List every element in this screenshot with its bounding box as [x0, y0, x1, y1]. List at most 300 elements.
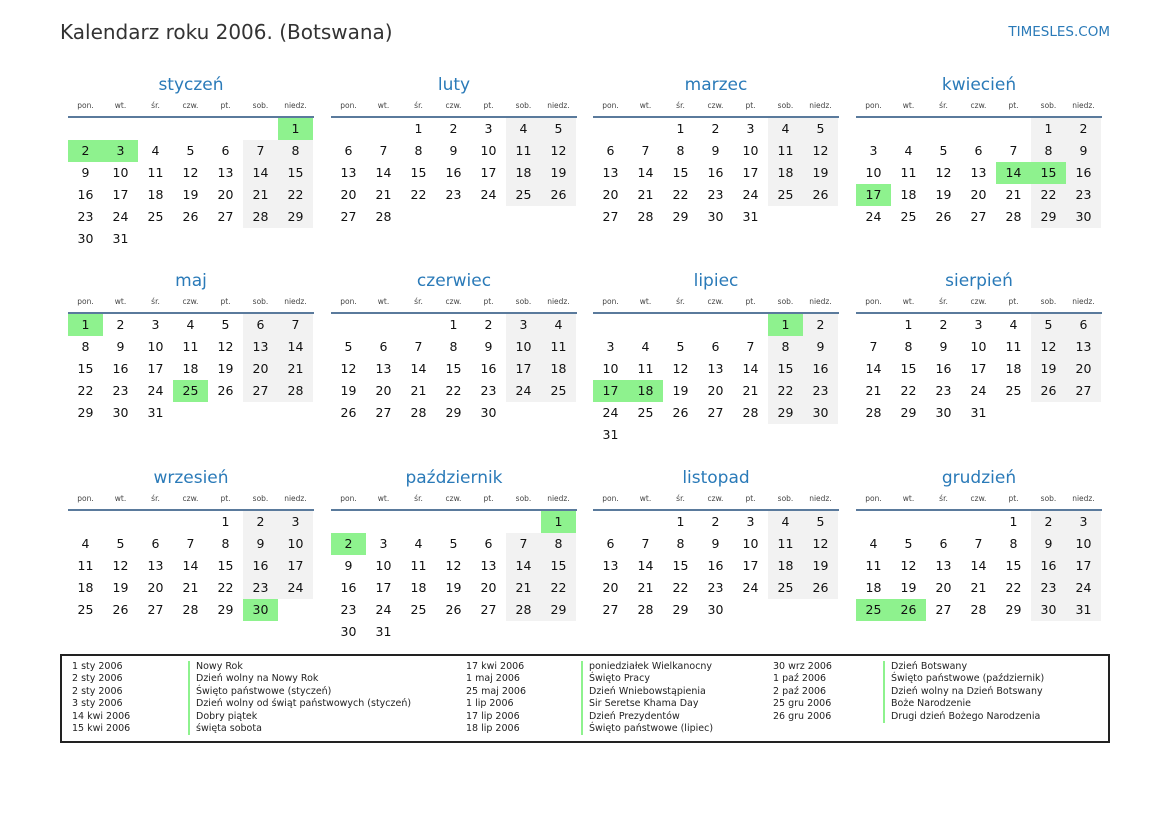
day-cell: 3 [869, 143, 878, 158]
holiday-name: Boże Narodzenie [883, 698, 971, 710]
day-cell: 28 [742, 405, 759, 420]
day-cell-weekend: 12 [803, 140, 838, 162]
day-empty [471, 621, 506, 643]
week-row [593, 162, 839, 184]
day-empty [961, 511, 996, 533]
day-cell: 15 [672, 558, 689, 573]
weekday-label: czw. [445, 494, 462, 503]
week-row [68, 184, 314, 206]
weekday-header [856, 99, 1102, 118]
day-cell: 10 [480, 143, 497, 158]
day-cell-weekend: 24 [506, 380, 541, 402]
day-cell: 21 [182, 580, 199, 595]
day-cell: 22 [217, 580, 234, 595]
day-cell: 30 [77, 231, 94, 246]
day-cell: 18 [77, 580, 94, 595]
day-empty [243, 228, 278, 250]
weekday-label: sob. [777, 101, 794, 110]
day-cell: 28 [410, 405, 427, 420]
day-cell: 8 [904, 339, 913, 354]
day-cell: 18 [865, 580, 882, 595]
day-cell: 4 [151, 143, 160, 158]
day-cell-weekend: 8 [278, 140, 313, 162]
day-empty [628, 424, 663, 446]
day-empty [996, 118, 1031, 140]
day-cell: 12 [217, 339, 234, 354]
day-cell-weekend: 9 [243, 533, 278, 555]
day-cell-weekend: 7 [278, 314, 313, 336]
weekday-label: śr. [939, 494, 948, 503]
day-empty [436, 206, 471, 228]
holiday-name: święta sobota [188, 723, 262, 735]
day-cell: 26 [217, 383, 234, 398]
day-cell: 27 [217, 209, 234, 224]
weekday-label: pt. [745, 494, 756, 503]
week-row [593, 140, 839, 162]
day-cell: 21 [865, 383, 882, 398]
day-cell: 14 [742, 361, 759, 376]
day-cell: 6 [606, 143, 615, 158]
weekday-label: pt. [1008, 297, 1019, 306]
day-cell-weekend: 4 [541, 314, 576, 336]
day-cell-weekend: 13 [243, 336, 278, 358]
day-cell: 27 [340, 209, 357, 224]
week-row [856, 511, 1102, 533]
day-cell-weekend: 19 [803, 555, 838, 577]
day-cell: 15 [217, 558, 234, 573]
day-cell-weekend: 19 [1031, 358, 1066, 380]
day-cell: 30 [707, 602, 724, 617]
day-cell: 21 [375, 187, 392, 202]
day-cell-weekend: 27 [1066, 380, 1101, 402]
day-cell-weekend: 21 [278, 358, 313, 380]
day-cell: 12 [340, 361, 357, 376]
week-row [856, 206, 1102, 228]
weekday-label: wt. [377, 101, 390, 110]
site-link[interactable]: TIMESLES.COM [1008, 24, 1110, 40]
day-cell: 27 [707, 405, 724, 420]
day-empty [803, 206, 838, 228]
week-row [331, 314, 577, 336]
day-cell: 26 [182, 209, 199, 224]
weekday-header [68, 99, 314, 118]
holiday-date: 14 kwi 2006 [72, 710, 131, 722]
day-cell-weekend: 18 [768, 162, 803, 184]
day-cell: 30 [480, 405, 497, 420]
day-cell-weekend: 23 [1031, 577, 1066, 599]
weekday-label: pon. [602, 297, 619, 306]
day-cell-weekend: 4 [768, 118, 803, 140]
week-row [331, 533, 577, 555]
holiday-name: Nowy Rok [188, 661, 243, 673]
day-cell: 31 [970, 405, 987, 420]
day-cell-weekend: 23 [243, 577, 278, 599]
day-cell: 1 [676, 121, 685, 136]
week-row [593, 314, 839, 336]
month-title: wrzesień [153, 468, 229, 488]
day-cell: 2 [939, 317, 948, 332]
day-empty [593, 314, 628, 336]
holiday-date: 1 sty 2006 [72, 661, 123, 672]
day-cell: 17 [375, 580, 392, 595]
day-cell: 27 [602, 209, 619, 224]
weekday-header [331, 295, 577, 314]
weekday-header [331, 492, 577, 511]
day-cell: 29 [900, 405, 917, 420]
day-cell-holiday: 18 [628, 380, 663, 402]
day-cell-weekend: 20 [1066, 358, 1101, 380]
day-cell-weekend: 16 [1031, 555, 1066, 577]
day-cell: 23 [707, 580, 724, 595]
day-cell: 21 [742, 383, 759, 398]
day-cell: 12 [900, 558, 917, 573]
week-row [68, 118, 314, 140]
week-row [68, 555, 314, 577]
holiday-name: Dzień Botswany [883, 661, 967, 673]
day-cell: 6 [939, 536, 948, 551]
day-cell-weekend: 7 [506, 533, 541, 555]
day-empty [173, 402, 208, 424]
holiday-date: 1 maj 2006 [466, 673, 520, 685]
month-1 [68, 74, 314, 250]
day-cell-weekend: 27 [243, 380, 278, 402]
day-cell: 1 [414, 121, 423, 136]
month-title: sierpień [945, 271, 1013, 291]
weekday-label: śr. [676, 494, 685, 503]
day-cell: 3 [974, 317, 983, 332]
day-cell-weekend: 22 [278, 184, 313, 206]
week-row [68, 314, 314, 336]
day-cell: 3 [746, 514, 755, 529]
day-cell: 28 [637, 209, 654, 224]
day-cell: 22 [410, 187, 427, 202]
day-cell-weekend: 29 [768, 402, 803, 424]
holiday-date: 25 maj 2006 [466, 685, 527, 697]
day-cell: 23 [480, 383, 497, 398]
day-cell: 31 [602, 427, 619, 442]
week-row [856, 555, 1102, 577]
day-cell: 24 [970, 383, 987, 398]
weekday-label: sob. [252, 101, 269, 110]
weekday-label: śr. [151, 101, 160, 110]
day-cell: 2 [711, 121, 720, 136]
day-cell: 19 [112, 580, 129, 595]
day-cell: 10 [375, 558, 392, 573]
day-cell-weekend: 2 [803, 314, 838, 336]
day-empty [663, 424, 698, 446]
day-cell-weekend: 14 [506, 555, 541, 577]
day-cell: 6 [151, 536, 160, 551]
day-cell: 17 [480, 165, 497, 180]
day-cell: 30 [935, 405, 952, 420]
day-cell: 16 [480, 361, 497, 376]
month-title: luty [437, 75, 471, 95]
day-cell: 5 [449, 536, 458, 551]
day-cell: 13 [970, 165, 987, 180]
day-empty [733, 314, 768, 336]
holiday-name: Dzień wolny od świąt państwowych (styczeń) [188, 698, 411, 710]
day-empty [208, 118, 243, 140]
day-cell-weekend: 1 [1031, 118, 1066, 140]
day-cell: 17 [742, 165, 759, 180]
week-row [593, 555, 839, 577]
day-cell: 12 [112, 558, 129, 573]
day-cell: 14 [637, 558, 654, 573]
day-cell: 15 [1005, 558, 1022, 573]
week-row [593, 577, 839, 599]
month-3 [593, 74, 839, 228]
day-cell-weekend: 6 [243, 314, 278, 336]
day-cell: 21 [637, 187, 654, 202]
week-row [331, 555, 577, 577]
week-row [856, 402, 1102, 424]
weekday-label: niedz. [547, 297, 570, 306]
weekday-label: czw. [445, 297, 462, 306]
day-cell: 10 [970, 339, 987, 354]
week-row [68, 140, 314, 162]
day-cell: 27 [480, 602, 497, 617]
day-cell: 23 [112, 383, 129, 398]
day-cell-holiday: 1 [68, 314, 103, 336]
day-cell: 16 [707, 165, 724, 180]
week-row [331, 380, 577, 402]
day-cell: 22 [77, 383, 94, 398]
week-row [856, 162, 1102, 184]
month-6 [331, 270, 577, 424]
day-cell: 7 [869, 339, 878, 354]
weekday-label: sob. [1040, 494, 1057, 503]
week-row [593, 599, 839, 621]
weekday-header [68, 295, 314, 314]
day-cell: 6 [711, 339, 720, 354]
day-cell-weekend: 26 [1031, 380, 1066, 402]
day-cell: 9 [484, 339, 493, 354]
day-cell: 14 [182, 558, 199, 573]
day-cell: 9 [711, 536, 720, 551]
day-cell: 23 [707, 187, 724, 202]
day-empty [506, 206, 541, 228]
day-cell-holiday: 17 [593, 380, 628, 402]
day-empty [471, 511, 506, 533]
day-cell-weekend: 29 [541, 599, 576, 621]
day-empty [173, 511, 208, 533]
day-cell-weekend: 10 [506, 336, 541, 358]
day-cell: 25 [900, 209, 917, 224]
holiday-name: Dzień Wniebowstąpienia [581, 686, 706, 698]
day-cell: 20 [602, 187, 619, 202]
day-cell: 24 [865, 209, 882, 224]
day-cell: 8 [81, 339, 90, 354]
day-cell: 13 [375, 361, 392, 376]
day-cell: 12 [935, 165, 952, 180]
month-2 [331, 74, 577, 228]
day-cell-weekend: 25 [768, 184, 803, 206]
day-cell: 9 [81, 165, 90, 180]
day-empty [593, 511, 628, 533]
day-cell-weekend: 22 [768, 380, 803, 402]
day-cell: 25 [410, 602, 427, 617]
day-empty [628, 511, 663, 533]
day-cell: 19 [935, 187, 952, 202]
week-row [593, 358, 839, 380]
day-cell: 19 [340, 383, 357, 398]
day-cell: 15 [410, 165, 427, 180]
day-cell-holiday: 26 [891, 599, 926, 621]
day-cell: 15 [445, 361, 462, 376]
day-empty [541, 621, 576, 643]
day-cell: 26 [935, 209, 952, 224]
day-empty [541, 206, 576, 228]
day-cell-weekend: 28 [278, 380, 313, 402]
day-empty [366, 511, 401, 533]
day-cell: 13 [602, 165, 619, 180]
day-cell: 18 [182, 361, 199, 376]
day-cell: 4 [81, 536, 90, 551]
day-cell-weekend: 29 [1031, 206, 1066, 228]
day-cell: 23 [77, 209, 94, 224]
weekday-label: wt. [639, 494, 652, 503]
day-cell: 6 [221, 143, 230, 158]
day-cell: 20 [217, 187, 234, 202]
weekday-label: niedz. [284, 494, 307, 503]
holiday-name: Święto państwowe (lipiec) [581, 723, 713, 735]
day-cell: 24 [742, 580, 759, 595]
week-row [68, 358, 314, 380]
week-row [856, 336, 1102, 358]
day-cell-weekend: 25 [541, 380, 576, 402]
weekday-label: śr. [414, 297, 423, 306]
day-cell: 11 [900, 165, 917, 180]
day-cell: 15 [77, 361, 94, 376]
day-cell-weekend: 12 [803, 533, 838, 555]
day-cell: 18 [147, 187, 164, 202]
holiday-name: Dzień wolny na Nowy Rok [188, 673, 318, 685]
day-cell-weekend: 3 [1066, 511, 1101, 533]
day-cell: 19 [900, 580, 917, 595]
day-cell-holiday: 2 [331, 533, 366, 555]
day-cell-weekend: 22 [1031, 184, 1066, 206]
day-cell: 23 [340, 602, 357, 617]
week-row [593, 336, 839, 358]
day-cell: 14 [865, 361, 882, 376]
day-cell: 10 [865, 165, 882, 180]
weekday-label: pon. [602, 101, 619, 110]
day-cell-weekend: 2 [243, 511, 278, 533]
weekday-label: niedz. [809, 297, 832, 306]
month-title: grudzień [941, 468, 1017, 488]
weekday-label: czw. [445, 101, 462, 110]
day-cell: 6 [379, 339, 388, 354]
day-cell: 25 [1005, 383, 1022, 398]
weekday-label: sob. [777, 297, 794, 306]
day-cell-weekend: 24 [1066, 577, 1101, 599]
weekday-label: niedz. [547, 101, 570, 110]
day-cell-weekend: 17 [1066, 555, 1101, 577]
day-cell: 7 [186, 536, 195, 551]
day-cell-weekend: 9 [1031, 533, 1066, 555]
holiday-name: Święto państwowe (styczeń) [188, 686, 331, 698]
weekday-label: czw. [182, 494, 199, 503]
day-empty [401, 314, 436, 336]
day-cell: 20 [970, 187, 987, 202]
weekday-header [593, 492, 839, 511]
holiday-legend [60, 654, 1110, 743]
weekday-label: pt. [745, 297, 756, 306]
day-cell: 13 [480, 558, 497, 573]
month-title: czerwiec [416, 271, 492, 291]
day-cell: 19 [672, 383, 689, 398]
day-empty [173, 118, 208, 140]
weekday-label: pt. [220, 101, 231, 110]
day-cell: 26 [672, 405, 689, 420]
day-cell: 5 [939, 143, 948, 158]
weekday-label: niedz. [1072, 494, 1095, 503]
day-cell: 24 [112, 209, 129, 224]
day-cell: 9 [344, 558, 353, 573]
day-cell: 1 [1009, 514, 1018, 529]
weekday-label: śr. [676, 297, 685, 306]
week-row [68, 577, 314, 599]
holiday-date: 30 wrz 2006 [773, 661, 832, 672]
day-empty [593, 118, 628, 140]
day-cell-weekend: 2 [1031, 511, 1066, 533]
day-cell: 28 [1005, 209, 1022, 224]
weekday-label: niedz. [284, 101, 307, 110]
day-empty [103, 511, 138, 533]
day-cell: 1 [904, 317, 913, 332]
day-cell: 24 [742, 187, 759, 202]
weekday-label: pt. [1008, 101, 1019, 110]
weekday-label: wt. [639, 297, 652, 306]
weekday-label: śr. [414, 101, 423, 110]
day-cell-weekend: 23 [803, 380, 838, 402]
weekday-label: wt. [377, 494, 390, 503]
day-cell-weekend: 19 [803, 162, 838, 184]
day-cell: 20 [147, 580, 164, 595]
day-cell: 7 [414, 339, 423, 354]
day-empty [506, 402, 541, 424]
day-cell-weekend: 23 [1066, 184, 1101, 206]
day-empty [926, 511, 961, 533]
day-cell: 5 [116, 536, 125, 551]
month-title: lipiec [693, 271, 739, 291]
day-cell-weekend: 22 [541, 577, 576, 599]
week-row [68, 511, 314, 533]
month-7 [593, 270, 839, 446]
week-row [856, 533, 1102, 555]
day-cell-weekend: 3 [506, 314, 541, 336]
day-cell: 2 [116, 317, 125, 332]
day-cell: 26 [112, 602, 129, 617]
week-row [331, 358, 577, 380]
day-cell-weekend: 28 [243, 206, 278, 228]
weekday-label: wt. [902, 297, 915, 306]
day-cell: 8 [449, 339, 458, 354]
day-cell: 16 [935, 361, 952, 376]
day-cell: 7 [641, 536, 650, 551]
weekday-header [593, 99, 839, 118]
holiday-name: poniedziałek Wielkanocny [581, 661, 712, 673]
day-empty [926, 118, 961, 140]
day-empty [331, 511, 366, 533]
day-cell: 13 [602, 558, 619, 573]
weekday-label: pt. [483, 494, 494, 503]
month-title: marzec [684, 75, 748, 95]
weekday-label: pon. [865, 101, 882, 110]
day-empty [856, 314, 891, 336]
day-cell-weekend: 16 [803, 358, 838, 380]
weekday-label: czw. [970, 297, 987, 306]
